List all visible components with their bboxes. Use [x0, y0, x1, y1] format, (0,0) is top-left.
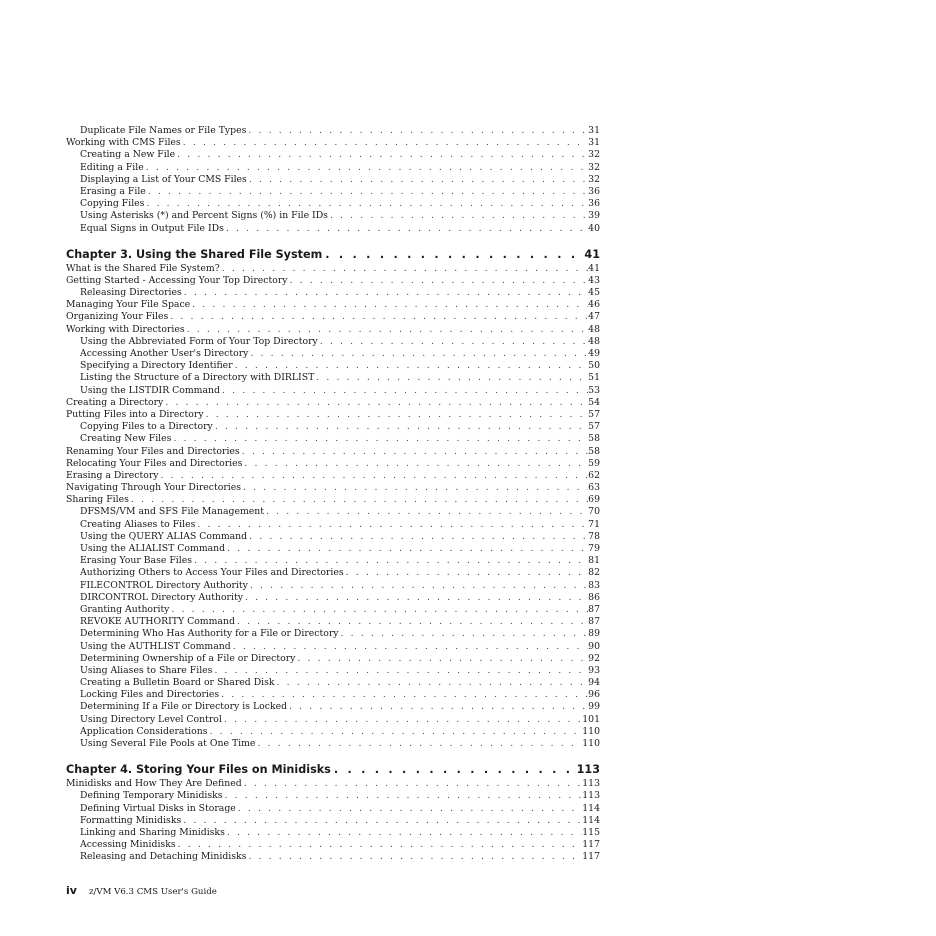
- toc-entry-title: Creating a Bulletin Board or Shared Disk: [80, 677, 275, 689]
- toc-page-number: 110: [582, 725, 600, 737]
- toc-subentry: [66, 162, 600, 174]
- toc-page-number: 48: [588, 335, 600, 347]
- toc-entry-title: Creating a Directory: [66, 396, 164, 408]
- toc-dot-leader: [322, 248, 584, 262]
- toc-entry-title: Equal Signs in Output File IDs: [80, 222, 224, 234]
- toc-entry: [66, 397, 600, 409]
- toc-entry-title: Editing a File: [80, 161, 144, 173]
- toc-entry-title: Chapter 3. Using the Shared File System: [66, 247, 323, 261]
- toc-page-number: 41: [588, 262, 600, 274]
- toc-dot-leader: [225, 827, 582, 839]
- toc-entry-title: Locking Files and Directories: [80, 689, 220, 701]
- toc-dot-leader: [181, 815, 582, 827]
- toc-dot-leader: [192, 555, 588, 567]
- toc-entry-title: Erasing a Directory: [66, 469, 159, 481]
- toc-page-number: 31: [588, 125, 600, 136]
- toc-entry-title: Using the QUERY ALIAS Command: [80, 530, 248, 542]
- toc-entry-title: Using Several File Pools at One Time: [80, 738, 256, 749]
- toc-subentry: [66, 519, 600, 531]
- toc-dot-leader: [222, 714, 582, 726]
- toc-entry-title: DIRCONTROL Directory Authority: [80, 591, 243, 603]
- toc-page-number: 78: [588, 530, 600, 542]
- toc-dot-leader: [182, 287, 588, 299]
- toc-page-number: 43: [588, 274, 600, 286]
- toc-subentry: [66, 372, 600, 384]
- toc-dot-leader: [318, 336, 588, 348]
- toc-entry-title: Using the Abbreviated Form of Your Top Directory: [80, 335, 318, 347]
- toc-subentry: [66, 421, 600, 433]
- toc-entry-title: Formatting Minidisks: [80, 814, 182, 826]
- toc-entry-title: Accessing Another User's Directory: [80, 348, 249, 359]
- toc-dot-leader: [287, 701, 588, 713]
- toc-subentry: [66, 198, 600, 210]
- toc-entry-title: What is the Shared File System?: [66, 262, 220, 274]
- toc-dot-leader: [314, 372, 588, 384]
- toc-subentry: [66, 580, 600, 592]
- toc-subentry: [66, 149, 600, 161]
- toc-dot-leader: [144, 198, 588, 210]
- toc-dot-leader: [163, 397, 588, 409]
- toc-subentry: [66, 543, 600, 555]
- toc-entry-title: Creating Aliases to Files: [80, 518, 196, 530]
- toc-dot-leader: [220, 263, 588, 275]
- toc-page-number: 96: [588, 689, 600, 701]
- toc-page-number: 99: [588, 701, 600, 713]
- toc-subentry: [66, 287, 600, 299]
- toc-subentry: [66, 174, 600, 186]
- toc-page-number: 101: [582, 713, 600, 725]
- toc-entry-title: Listing the Structure of a Directory with DIRLIST: [80, 372, 315, 384]
- toc-entry: [66, 299, 600, 311]
- toc-entry-title: Defining Temporary Minidisks: [80, 790, 223, 802]
- toc-entry-title: Minidisks and How They Are Defined: [66, 778, 242, 790]
- toc-dot-leader: [240, 446, 588, 458]
- toc-subentry: [66, 815, 600, 827]
- toc-subentry: [66, 531, 600, 543]
- toc-subentry: [66, 790, 600, 802]
- toc-page-number: 32: [588, 149, 600, 161]
- toc-page-number: 87: [588, 616, 600, 628]
- toc-subentry: [66, 186, 600, 198]
- toc-entry-title: Specifying a Directory Identifier: [80, 360, 233, 372]
- toc-entry: [66, 275, 600, 287]
- toc-subentry: [66, 851, 600, 863]
- toc-page-number: 110: [582, 738, 600, 749]
- toc-dot-leader: [169, 604, 588, 616]
- toc-dot-leader: [185, 324, 588, 336]
- toc-dot-leader: [204, 409, 589, 421]
- toc-dot-leader: [264, 506, 588, 518]
- toc-page-number: 115: [582, 826, 600, 838]
- toc-page-number: 63: [588, 482, 600, 494]
- toc-entry-title: Linking and Sharing Minidisks: [80, 826, 225, 838]
- toc-page-number: 83: [588, 579, 600, 591]
- toc-entry: [66, 494, 600, 506]
- toc-entry: [66, 409, 600, 421]
- toc-page-number: 79: [588, 543, 600, 554]
- toc-entry-title: Determining Ownership of a File or Directory: [80, 652, 296, 664]
- toc-entry-title: Accessing Minidisks: [80, 839, 176, 851]
- toc-page-number: 87: [588, 603, 600, 615]
- toc-subentry: [66, 726, 600, 738]
- toc-entry: [66, 137, 600, 149]
- toc-entry: [66, 778, 600, 790]
- toc-page-number: 45: [588, 287, 600, 299]
- toc-subentry: [66, 641, 600, 653]
- toc-dot-leader: [208, 726, 583, 738]
- toc-dot-leader: [181, 137, 588, 149]
- toc-dot-leader: [236, 803, 582, 815]
- toc-entry-title: Working with CMS Files: [66, 137, 181, 149]
- toc-dot-leader: [195, 519, 588, 531]
- toc-page-number: 93: [588, 664, 600, 676]
- toc-page-number: 117: [582, 839, 600, 851]
- toc-entry-title: Application Considerations: [80, 725, 208, 737]
- toc-page-number: 82: [588, 567, 600, 579]
- toc-subentry: [66, 592, 600, 604]
- toc-page-number: 58: [588, 433, 600, 445]
- toc-dot-leader: [339, 628, 589, 640]
- toc-subentry: [66, 839, 600, 851]
- toc-entry-title: Using the ALIALIST Command: [80, 543, 226, 554]
- toc-subentry: [66, 616, 600, 628]
- toc-dot-leader: [146, 186, 588, 198]
- toc-dot-leader: [241, 482, 588, 494]
- toc-dot-leader: [176, 839, 583, 851]
- toc-dot-leader: [219, 689, 588, 701]
- toc-page-number: 113: [582, 790, 600, 802]
- toc-subentry: [66, 689, 600, 701]
- toc-page-number: 70: [588, 506, 600, 518]
- toc-page-number: 114: [582, 814, 600, 826]
- toc-subentry: [66, 348, 600, 360]
- toc-page-number: 54: [588, 396, 600, 408]
- toc-subentry: [66, 653, 600, 665]
- toc-dot-leader: [175, 149, 588, 161]
- toc-page-number: 81: [588, 555, 600, 567]
- toc-dot-leader: [288, 275, 589, 287]
- toc-entry-title: Using Asterisks (*) and Percent Signs (%) in File IDs: [80, 210, 328, 222]
- toc-dot-leader: [129, 494, 588, 506]
- toc-page-number: 57: [588, 421, 600, 433]
- toc-dot-leader: [344, 567, 589, 579]
- toc-entry-title: Releasing Directories: [80, 287, 182, 299]
- toc-entry-title: Determining Who Has Authority for a File or Directory: [80, 628, 339, 640]
- toc-dot-leader: [223, 790, 583, 802]
- toc-entry-title: Copying Files: [80, 198, 145, 210]
- toc-page-number: 31: [588, 137, 600, 149]
- toc-page-number: 89: [588, 628, 600, 640]
- toc-page-number: 113: [576, 763, 600, 777]
- toc-dot-leader: [224, 223, 588, 235]
- toc-page-number: 57: [588, 408, 600, 420]
- toc-subentry: [66, 223, 600, 235]
- toc-dot-leader: [225, 543, 588, 555]
- toc-subentry: [66, 336, 600, 348]
- toc-subentry: [66, 506, 600, 518]
- toc-subentry: [66, 385, 600, 397]
- toc-subentry: [66, 210, 600, 222]
- toc-page-number: 32: [588, 161, 600, 173]
- toc-subentry: [66, 701, 600, 713]
- toc-page-number: 36: [588, 198, 600, 210]
- toc-entry-title: REVOKE AUTHORITY Command: [80, 616, 235, 628]
- toc-page-number: 71: [588, 518, 600, 530]
- toc-entry: [66, 446, 600, 458]
- toc-entry-title: Relocating Your Files and Directories: [66, 457, 243, 469]
- toc-page-number: 69: [588, 494, 600, 506]
- toc-page-number: 50: [588, 360, 600, 372]
- toc-dot-leader: [159, 470, 589, 482]
- table-of-contents: [66, 125, 600, 864]
- toc-entry-title: DFSMS/VM and SFS File Management: [80, 506, 265, 518]
- toc-dot-leader: [190, 299, 588, 311]
- toc-dot-leader: [242, 458, 588, 470]
- toc-dot-leader: [275, 677, 589, 689]
- toc-entry-title: FILECONTROL Directory Authority: [80, 579, 248, 591]
- toc-dot-leader: [255, 738, 582, 750]
- toc-page-number: 62: [588, 469, 600, 481]
- toc-dot-leader: [331, 763, 577, 777]
- toc-entry-title: Using the AUTHLIST Command: [80, 640, 231, 652]
- toc-page-number: 59: [588, 457, 600, 469]
- toc-page-number: 114: [582, 802, 600, 814]
- toc-dot-leader: [213, 421, 588, 433]
- toc-entry-title: Duplicate File Names or File Types: [80, 125, 247, 136]
- toc-entry-title: Releasing and Detaching Minidisks: [80, 851, 247, 863]
- toc-entry-title: Creating a New File: [80, 149, 176, 161]
- toc-subentry: [66, 803, 600, 815]
- page-footer: [66, 884, 217, 897]
- toc-subentry: [66, 555, 600, 567]
- toc-page-number: 53: [588, 384, 600, 396]
- toc-page-number: 32: [588, 173, 600, 185]
- toc-dot-leader: [235, 616, 588, 628]
- toc-entry-title: Defining Virtual Disks in Storage: [80, 802, 236, 814]
- toc-entry: [66, 482, 600, 494]
- toc-page-number: 86: [588, 591, 600, 603]
- toc-entry-title: Navigating Through Your Directories: [66, 482, 242, 494]
- toc-entry-title: Granting Authority: [80, 603, 170, 615]
- toc-entry-title: Using Aliases to Share Files: [80, 664, 213, 676]
- toc-entry: [66, 263, 600, 275]
- toc-entry-title: Getting Started - Accessing Your Top Directory: [66, 274, 288, 286]
- toc-page-number: 40: [588, 222, 600, 234]
- toc-page-number: 41: [584, 247, 600, 261]
- toc-subentry: [66, 433, 600, 445]
- toc-subentry: [66, 738, 600, 750]
- toc-entry-title: Copying Files to a Directory: [80, 421, 213, 433]
- toc-entry-title: Renaming Your Files and Directories: [66, 445, 240, 457]
- toc-entry-title: Putting Files into a Directory: [66, 408, 204, 420]
- toc-entry-title: Determining If a File or Directory is Locked: [80, 701, 288, 713]
- toc-dot-leader: [220, 385, 588, 397]
- toc-dot-leader: [168, 311, 588, 323]
- toc-entry-title: Organizing Your Files: [66, 311, 169, 323]
- toc-dot-leader: [242, 778, 583, 790]
- toc-dot-leader: [243, 592, 588, 604]
- footer-page-number: iv: [66, 884, 77, 897]
- toc-entry-title: Managing Your File Space: [66, 299, 191, 311]
- toc-page-number: 58: [588, 445, 600, 457]
- toc-page-number: 90: [588, 640, 600, 652]
- toc-page-number: 47: [588, 311, 600, 323]
- toc-page-number: 39: [588, 210, 600, 222]
- toc-page-number: 46: [588, 299, 600, 311]
- toc-entry: [66, 324, 600, 336]
- toc-entry-title: Chapter 4. Storing Your Files on Minidisks: [66, 763, 331, 777]
- toc-subentry: [66, 665, 600, 677]
- toc-subentry: [66, 125, 600, 137]
- toc-subentry: [66, 567, 600, 579]
- toc-dot-leader: [246, 851, 582, 863]
- toc-dot-leader: [231, 641, 588, 653]
- toc-entry-title: Authorizing Others to Access Your Files and Directories: [80, 567, 344, 579]
- toc-dot-leader: [295, 653, 588, 665]
- toc-entry-title: Sharing Files: [66, 494, 129, 506]
- toc-subentry: [66, 628, 600, 640]
- toc-page-number: 51: [588, 372, 600, 384]
- toc-dot-leader: [171, 433, 588, 445]
- toc-subentry: [66, 714, 600, 726]
- toc-page-number: 113: [582, 778, 600, 790]
- toc-page-number: 48: [588, 323, 600, 335]
- toc-entry-title: Working with Directories: [66, 323, 185, 335]
- toc-subentry: [66, 677, 600, 689]
- toc-dot-leader: [246, 125, 588, 137]
- toc-page-number: 94: [588, 677, 600, 689]
- toc-page-number: 36: [588, 185, 600, 197]
- toc-dot-leader: [247, 174, 588, 186]
- toc-entry-title: Erasing Your Base Files: [80, 555, 192, 567]
- toc-entry-title: Creating New Files: [80, 433, 172, 445]
- toc-entry: [66, 470, 600, 482]
- toc-entry-title: Erasing a File: [80, 185, 146, 197]
- footer-book-title: z/VM V6.3 CMS User's Guide: [88, 887, 217, 897]
- toc-dot-leader: [328, 210, 588, 222]
- toc-dot-leader: [248, 348, 588, 360]
- toc-subentry: [66, 604, 600, 616]
- toc-subentry: [66, 360, 600, 372]
- toc-page-number: 92: [588, 652, 600, 664]
- toc-page-number: 49: [588, 348, 600, 359]
- toc-entry-title: Using Directory Level Control: [80, 713, 222, 725]
- toc-dot-leader: [247, 531, 588, 543]
- toc-chapter-heading: [66, 248, 600, 262]
- toc-dot-leader: [212, 665, 588, 677]
- toc-entry-title: Displaying a List of Your CMS Files: [80, 173, 247, 185]
- toc-chapter-heading: [66, 763, 600, 777]
- toc-entry-title: Using the LISTDIR Command: [80, 384, 220, 396]
- toc-dot-leader: [248, 580, 588, 592]
- toc-page-number: 117: [582, 851, 600, 863]
- toc-dot-leader: [233, 360, 589, 372]
- toc-entry: [66, 311, 600, 323]
- toc-subentry: [66, 827, 600, 839]
- toc-entry: [66, 458, 600, 470]
- toc-dot-leader: [144, 162, 588, 174]
